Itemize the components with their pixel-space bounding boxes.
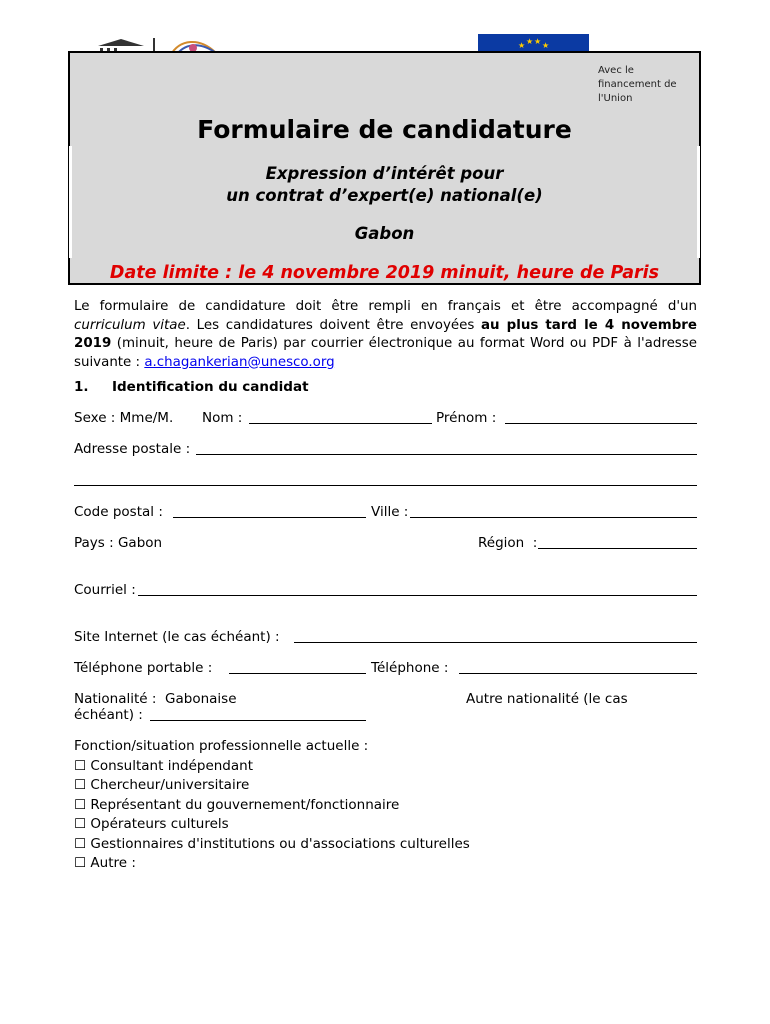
svg-text:★: ★: [542, 41, 550, 50]
fonction-option[interactable]: [74, 796, 470, 816]
tel-portable-field[interactable]: [229, 659, 366, 674]
intro-cv: curriculum vitae: [74, 317, 186, 333]
intro-bold-deadline: au plus tard le 4 novembre 2019: [74, 317, 697, 351]
svg-text:★: ★: [526, 37, 534, 46]
deadline-notice: Date limite : le 4 novembre 2019 minuit, heure de Paris: [109, 263, 660, 283]
section-number: 1.: [74, 379, 89, 395]
nom-label: Nom :: [202, 410, 247, 426]
adresse-field-line-2[interactable]: [74, 471, 697, 486]
nationalite-value: Nationalité : Gabonaise: [74, 691, 237, 707]
ville-label: Ville :: [371, 504, 409, 520]
intro-paragraph: [74, 298, 697, 372]
autre-nationalite-label-cont: échéant) :: [74, 707, 148, 723]
nom-field[interactable]: [249, 409, 432, 424]
contact-email-link[interactable]: a.chagankerian@unesco.org: [144, 354, 335, 370]
svg-text:★: ★: [534, 37, 542, 46]
fonction-option-label: Chercheur/universitaire: [90, 777, 250, 793]
fonction-label: Fonction/situation professionnelle actuelle :: [74, 738, 369, 754]
prenom-field[interactable]: [505, 409, 697, 424]
fonction-option[interactable]: [74, 815, 470, 835]
code-postal-field[interactable]: [173, 503, 366, 518]
form-country: Gabon: [354, 224, 415, 243]
autre-nationalite-label: Autre nationalité (le cas: [466, 691, 628, 707]
checkbox-icon[interactable]: ☐: [74, 777, 87, 793]
telephone-label: Téléphone :: [371, 660, 453, 676]
region-field[interactable]: [538, 534, 697, 549]
intro-part-3: (minuit, heure de Paris) par courrier électronique au format Word ou PDF à l'adresse suivante :: [74, 336, 697, 370]
svg-text:★: ★: [518, 41, 526, 50]
adresse-field-line-1[interactable]: [196, 440, 697, 455]
form-title: Formulaire de candidature: [197, 115, 572, 144]
checkbox-icon[interactable]: ☐: [74, 757, 87, 774]
fonction-option-label: Gestionnaires d'institutions ou d'associations culturelles: [90, 835, 470, 852]
courriel-field[interactable]: [138, 581, 697, 596]
prenom-label: Prénom :: [436, 410, 501, 426]
code-postal-label: Code postal :: [74, 504, 168, 520]
site-label: Site Internet (le cas échéant) :: [74, 629, 280, 645]
tel-portable-label: Téléphone portable :: [74, 660, 217, 676]
sexe-label: Sexe : Mme/M.: [74, 410, 174, 426]
fonction-option-label: Opérateurs culturels: [90, 816, 229, 832]
checkbox-icon[interactable]: ☐: [74, 816, 87, 832]
fonction-option[interactable]: [74, 854, 470, 874]
telephone-field[interactable]: [459, 659, 697, 674]
autre-nationalite-field[interactable]: [150, 706, 366, 721]
fonction-group: [74, 737, 470, 874]
checkbox-icon[interactable]: ☐: [74, 796, 87, 813]
region-label: Région :: [478, 535, 538, 551]
courriel-label: Courriel :: [74, 582, 136, 598]
fonction-option[interactable]: [74, 835, 470, 855]
intro-part-2: . Les candidatures doivent être envoyées: [185, 317, 481, 333]
fonction-option-label: Représentant du gouvernement/fonctionnaire: [90, 796, 400, 813]
form-subtitle: [68, 163, 701, 207]
ville-field[interactable]: [410, 503, 697, 518]
subtitle-line-1: Expression d’intérêt pour: [265, 164, 504, 183]
fonction-option[interactable]: [74, 776, 470, 796]
fonction-option-label: Autre :: [90, 855, 136, 871]
fonction-option-label: Consultant indépendant: [90, 757, 253, 774]
checkbox-icon[interactable]: ☐: [74, 855, 87, 871]
checkbox-icon[interactable]: ☐: [74, 835, 87, 852]
adresse-label: Adresse postale :: [74, 441, 191, 457]
section-heading: [74, 378, 309, 396]
subtitle-line-2: un contrat d’expert(e) national(e): [226, 186, 543, 205]
intro-part-1: Le formulaire de candidature doit être rempli en français et être accompagné d'un: [74, 299, 697, 314]
funding-note: Avec le financement de l'Union: [598, 65, 677, 104]
pays-value: Pays : Gabon: [74, 535, 163, 551]
section-title: Identification du candidat: [112, 379, 309, 395]
site-field[interactable]: [294, 628, 697, 643]
fonction-option[interactable]: [74, 757, 470, 777]
